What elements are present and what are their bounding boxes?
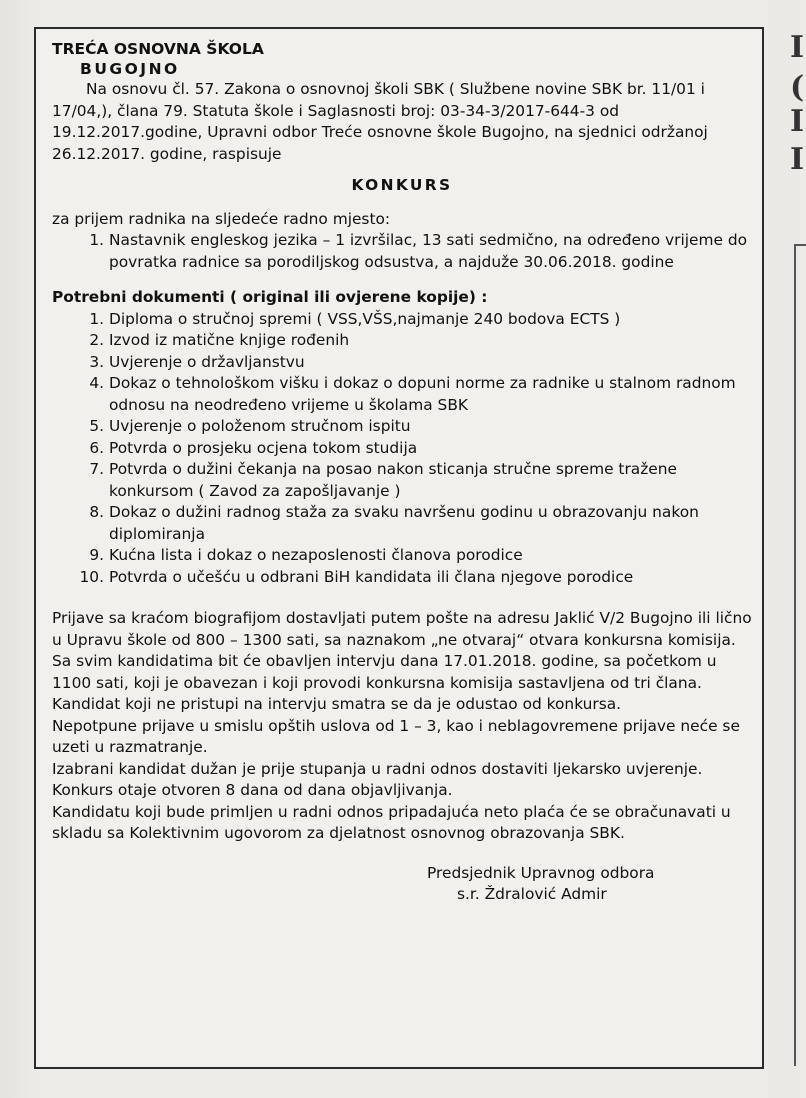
- list-number: 7.: [89, 460, 104, 478]
- list-text: Potvrda o prosjeku ocjena tokom studija: [109, 438, 418, 457]
- list-text: Izvod iz matične knjige rođenih: [109, 331, 350, 349]
- list-item: [52, 373, 752, 416]
- list-item: [52, 330, 752, 352]
- list-text: Potvrda o dužini čekanja na posao nakon sticanja stručne spreme tražene konkursom ( Zavod za zapošljavanje ): [109, 460, 677, 500]
- closing-paragraph: Kandidatu koji bude primljen u radni odnos pripadajuća neto plaća će se obračunavati u skladu sa Kolektivnim ugovorom za djelatnost osnovnog obrazovanja SBK.: [52, 802, 731, 842]
- list-number: 1.: [89, 231, 104, 249]
- closing-paragraph: Konkurs otaje otvoren 8 dana od dana objavljivanja.: [52, 781, 453, 799]
- notice-title: KONKURS: [351, 176, 453, 194]
- documents-heading: Potrebni dokumenti ( original ili ovjerene kopije) :: [52, 288, 488, 306]
- closing-paragraph: Nepotpune prijave u smislu opštih uslova od 1 – 3, kao i neblagovremene prijave neće se uzeti u razmatranje.: [52, 716, 740, 756]
- list-text: Diploma o stručnoj spremi ( VSS,VŠS,najmanje 240 bodova ECTS ): [109, 309, 621, 328]
- position-lead: za prijem radnika na sljedeće radno mjesto:: [52, 209, 391, 228]
- right-page-bleed: [768, 0, 805, 1098]
- margin-glyph: I: [790, 104, 805, 139]
- list-item: [52, 309, 752, 331]
- list-number: 1.: [89, 309, 104, 328]
- notice-content: [52, 39, 752, 906]
- signatory-role: Predsjednik Upravnog odbora: [427, 863, 655, 882]
- list-item: [52, 438, 752, 460]
- list-text: Potvrda o učešću u odbrani BiH kandidata ili člana njegove porodice: [109, 567, 634, 586]
- list-number: 9.: [89, 546, 104, 564]
- list-number: 2.: [89, 331, 104, 349]
- school-city: BUGOJNO: [80, 60, 180, 78]
- closing-section: [52, 608, 752, 845]
- notice-box: [34, 27, 764, 1069]
- margin-glyph: I: [790, 142, 805, 177]
- margin-glyph: I: [790, 30, 805, 65]
- documents-list: [52, 309, 752, 589]
- list-number: 5.: [89, 417, 104, 435]
- list-number: 8.: [89, 503, 104, 521]
- list-item: [52, 545, 752, 567]
- list-item: [52, 459, 752, 502]
- list-number: 4.: [89, 374, 104, 392]
- list-number: 3.: [89, 352, 104, 371]
- intro-paragraph: Na osnovu čl. 57. Zakona o osnovnoj školi SBK ( Službene novine SBK br. 11/01 i 17/04,), člana 79. Statuta škole i Saglasnosti broj: 03-34-3/2017-644-3 od 19.12.2017.godine, Upravni odbor Treće osnovne škole Bugojno, na sjednici održanoj 26.12.2017. godine, raspisuje: [52, 80, 708, 163]
- closing-paragraph: Sa svim kandidatima bit će obavljen intervju dana 17.01.2018. godine, sa početkom u 1100 sati, koji je obavezan i koji provodi konkursna komisija sastavljena od tri člana. Kandidat koji ne pristupi na intervju smatra se da je odustao od konkursa.: [52, 652, 717, 713]
- list-text: Nastavnik engleskog jezika – 1 izvršilac, 13 sati sedmično, na određeno vrijeme do povratka radnice sa porodiljskog odsustva, a najduže 30.06.2018. godine: [109, 231, 748, 271]
- closing-paragraph: Prijave sa kraćom biografijom dostavljati putem pošte na adresu Jaklić V/2 Bugojno ili lično u Upravu škole od 800 – 1300 sati, sa naznakom „ne otvaraj“ otvara konkursna komisija.: [52, 609, 752, 649]
- list-number: 10.: [79, 567, 104, 586]
- list-text: Uvjerenje o položenom stručnom ispitu: [109, 417, 411, 435]
- list-text: Dokaz o dužini radnog staža za svaku navršenu godinu u obrazovanju nakon diplomiranja: [109, 503, 699, 543]
- list-item: [52, 502, 752, 545]
- list-item: [52, 230, 752, 273]
- list-item: [52, 567, 752, 589]
- list-text: Kućna lista i dokaz o nezaposlenosti članova porodice: [109, 546, 523, 564]
- list-number: 6.: [89, 438, 104, 457]
- signatory-name: s.r. Ždralović Admir: [457, 885, 607, 903]
- adjacent-column-frame: [794, 244, 806, 1066]
- margin-glyph: (: [790, 70, 805, 105]
- position-list: [52, 230, 752, 273]
- list-text: Uvjerenje o državljanstvu: [109, 352, 305, 371]
- signature-block: [52, 863, 752, 906]
- list-item: [52, 416, 752, 438]
- closing-paragraph: Izabrani kandidat dužan je prije stupanja u radni odnos dostaviti ljekarsko uvjerenje.: [52, 759, 703, 778]
- list-item: [52, 352, 752, 374]
- school-name: TREĆA OSNOVNA ŠKOLA: [52, 40, 264, 58]
- list-text: Dokaz o tehnološkom višku i dokaz o dopuni norme za radnike u stalnom radnom odnosu na neodređeno vrijeme u školama SBK: [109, 374, 736, 414]
